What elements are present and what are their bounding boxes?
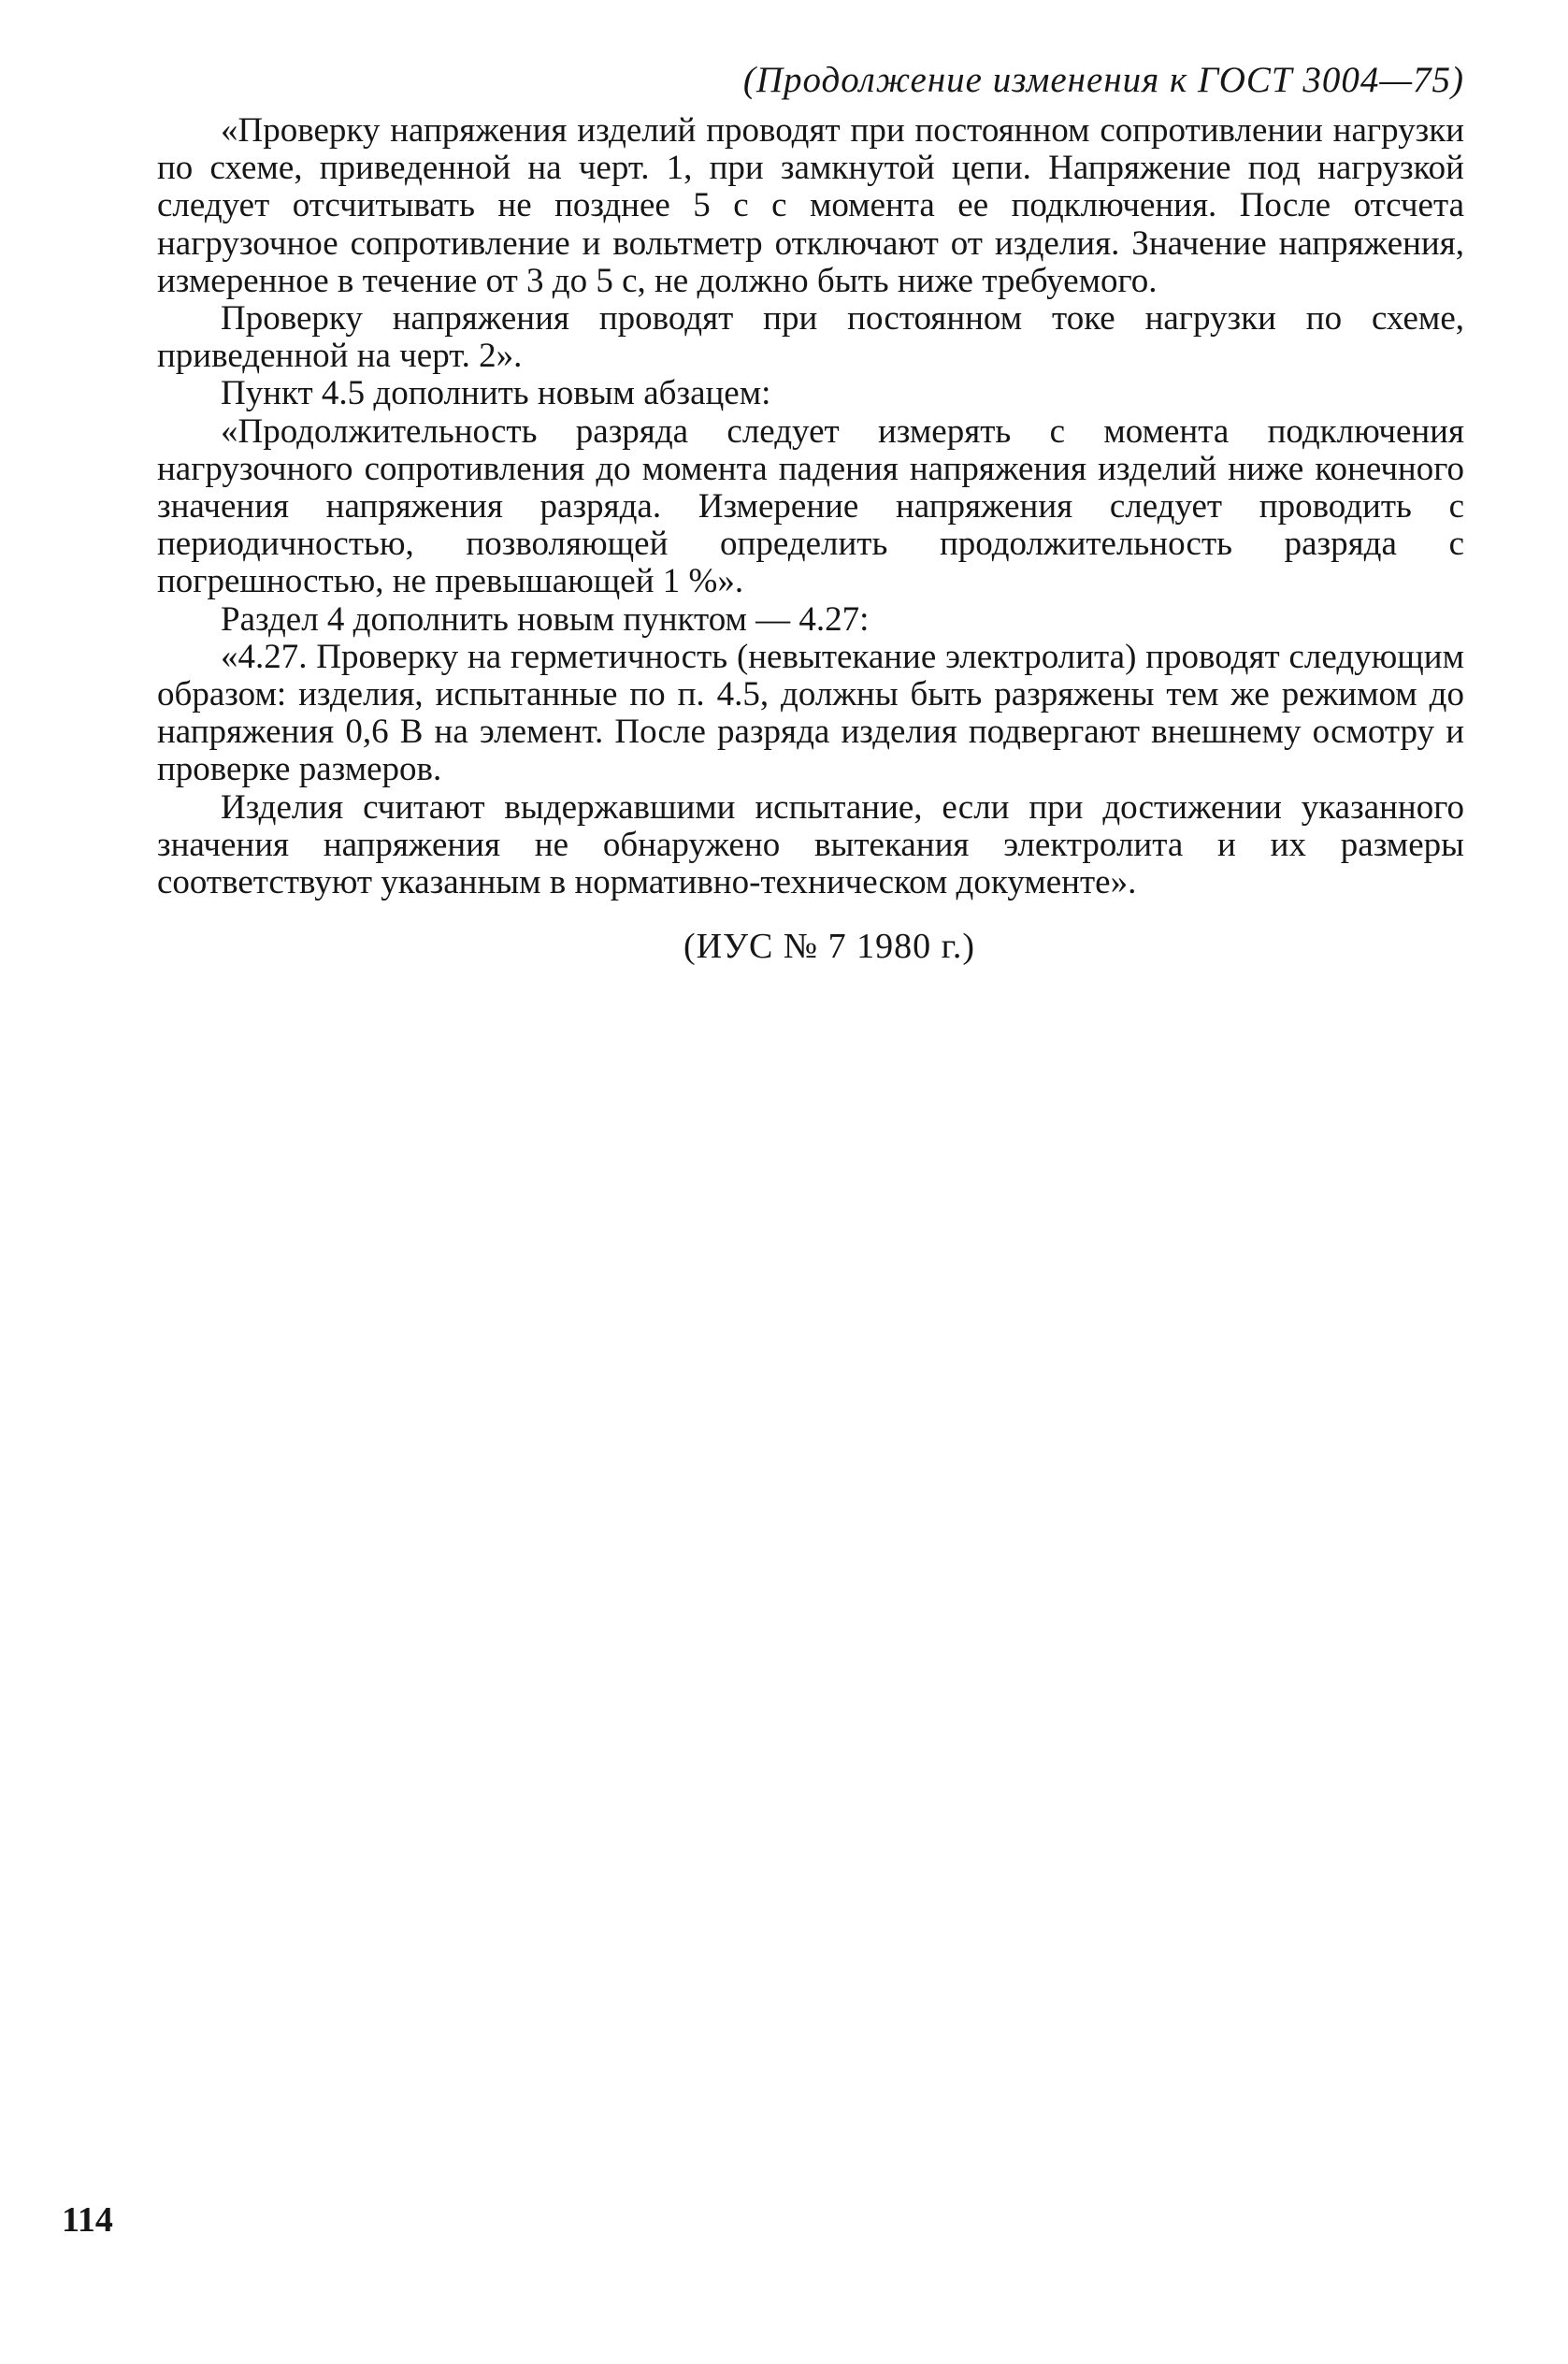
page-header: (Продолжение изменения к ГОСТ 3004—75) xyxy=(742,60,1464,100)
page-number: 114 xyxy=(62,2200,113,2240)
paragraph-voltage-check: «Проверку напряжения изделий проводят при постоянном сопротивлении нагрузки по схеме, приведенной на черт. 1, при замкнутой цепи. Напряжение под нагрузкой следует отсчитывать не позднее 5 с с момента ее подключения. После отсчета нагрузочное сопротивление и вольтметр отключают от изделия. Значение напряжения, измеренное в течение от 3 до 5 с, не должно быть ниже требуемого. xyxy=(157,111,1464,300)
document-body xyxy=(157,112,1464,967)
paragraph-item-4-27: «4.27. Проверку на герметичность (невытекание электролита) проводят следующим образом: изделия, испытанные по п. 4.5, должны быть разряжены тем же режимом до напряжения 0,6 В на элемент. После разряда изделия подвергают внешнему осмотру и проверке размеров. xyxy=(157,637,1464,789)
paragraph-section-4-intro: Раздел 4 дополнить новым пунктом — 4.27: xyxy=(221,599,870,639)
publication-reference: (ИУС № 7 1980 г.) xyxy=(683,927,976,967)
paragraph-test-passed: Изделия считают выдержавшими испытание, если при достижении указанного значения напряжения не обнаружено вытекания электролита и их размеры соответствуют указанным в нормативно-техническом документе». xyxy=(157,787,1464,902)
paragraph-current-check: Проверку напряжения проводят при постоянном токе нагрузки по схеме, приведенной на черт. 2». xyxy=(157,299,1464,376)
paragraph-discharge-duration: «Продолжительность разряда следует измерять с момента подключения нагрузочного сопротивления до момента падения напряжения изделий ниже конечного значения напряжения разряда. Измерение напряжения следует проводить с периодичностью, позволяющей определить продолжительность разряда с погрешностью, не превышающей 1 %». xyxy=(157,411,1464,601)
paragraph-item-4-5-intro: Пункт 4.5 дополнить новым абзацем: xyxy=(221,374,771,413)
